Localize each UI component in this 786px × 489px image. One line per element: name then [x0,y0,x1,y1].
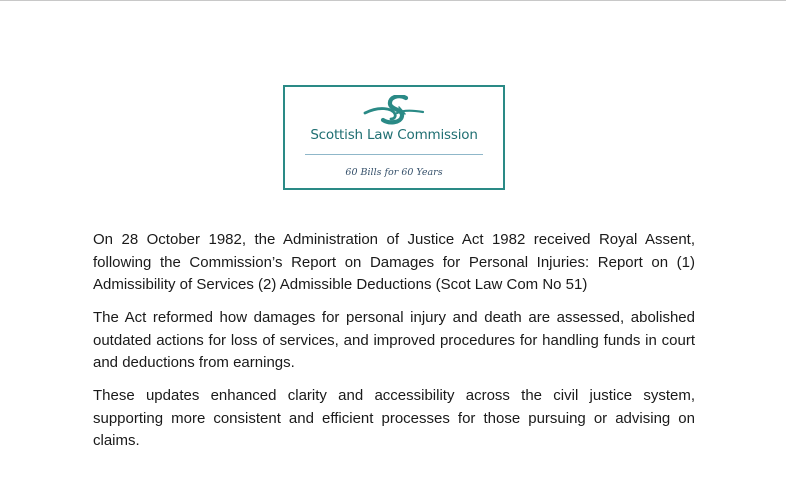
logo-divider [305,154,483,155]
paragraph-act-reforms: The Act reformed how damages for personal injury and death are assessed, abolished outdated actions for loss of services, and improved procedures for handling funds in court and deductions from earnings. [93,309,695,371]
article-body [93,229,695,463]
paragraph-updates-impact: These updates enhanced clarity and accessibility across the civil justice system, supporting more consistent and efficient processes for those pursuing or advising on claims. [93,387,695,449]
paragraph-royal-assent: On 28 October 1982, the Administration of Justice Act 1982 received Royal Assent, following the Commission’s Report on Damages for Personal Injuries: Report on (1) Admissibility of Services (2) Admissible Deductions (Scot Law Com No 51) [93,231,695,293]
commission-monogram-icon [359,95,429,125]
logo-tagline: 60 Bills for 60 Years [345,167,443,178]
scottish-law-commission-logo [283,85,505,190]
top-divider [0,0,786,1]
logo-title: Scottish Law Commission [310,127,478,143]
